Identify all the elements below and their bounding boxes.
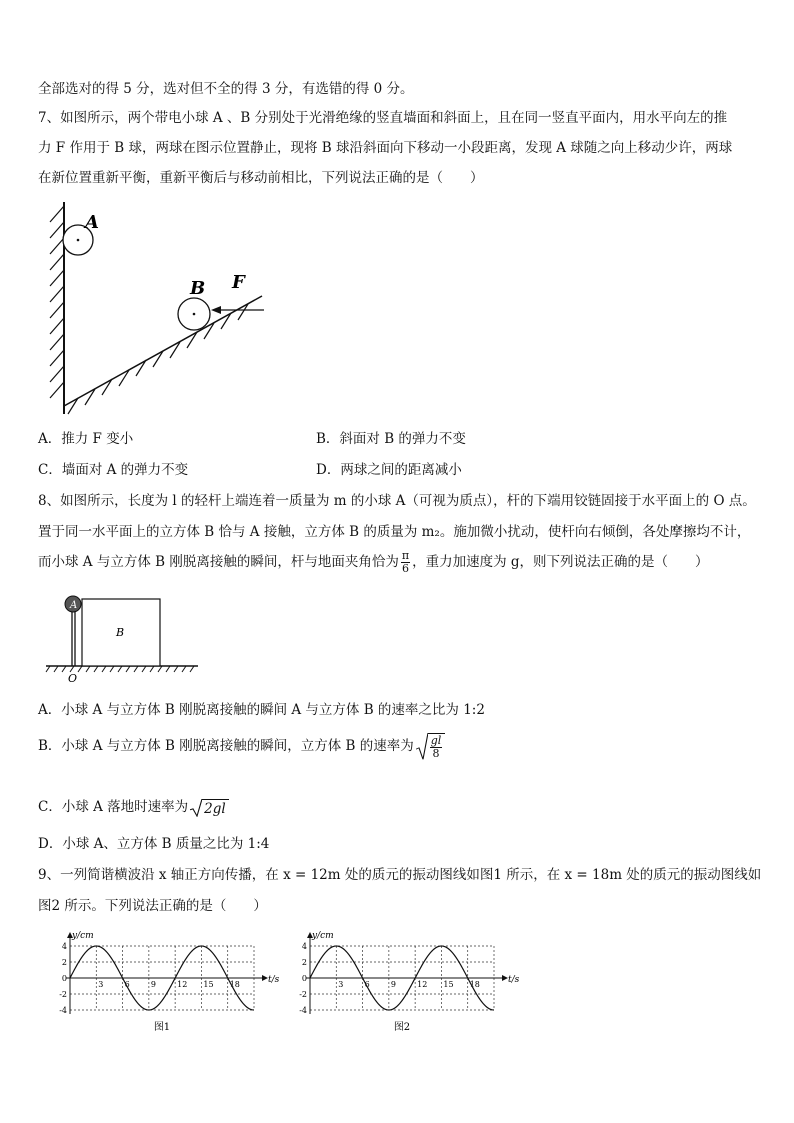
q9-stem-line1: 9、一列简谐横波沿 x 轴正方向传播，在 x = 12m 处的质元的振动图线如图1 所示，在 x = 18m 处的质元的振动图线如 [38,867,762,883]
x-tick-label: 9 [390,980,396,989]
incline-hatching [68,304,248,414]
y-tick-label: 0 [61,974,67,983]
x-tick-label: 12 [177,980,188,989]
q7-option-d[interactable]: D．两球之间的距离减小 [316,462,462,478]
q8-option-c[interactable]: C．小球 A 落地时速率为 2gl [38,795,229,817]
x-tick-label: 18 [229,980,240,989]
y-tick-label: -4 [299,1006,307,1015]
q7-option-a[interactable]: A．推力 F 变小 [38,431,134,447]
q8-option-a[interactable]: A．小球 A 与立方体 B 刚脱离接触的瞬间 A 与立方体 B 的速率之比为 1:2 [38,702,485,718]
q8-option-d[interactable]: D．小球 A、立方体 B 质量之比为 1:4 [38,836,270,852]
y-tick-label: 4 [61,942,67,951]
sqrt-gl-over-8: $\frac{gl}{8}$ [416,733,446,760]
y-tick-label: 4 [301,942,307,951]
y-axis-label: y/cm [312,931,334,941]
ball-a-label: A [85,212,99,233]
q8-stem-line3 [38,550,709,575]
x-tick-label: 6 [124,980,130,989]
x-tick-label: 3 [338,980,344,989]
wall-hatching [50,206,64,398]
q7-stem-line1: 7、如图所示，两个带电小球 A 、B 分别处于光滑绝缘的竖直墙面和斜面上，且在同一竖直平面内，用水平向左的推 [38,110,728,126]
q8-figure [44,592,200,684]
force-f-label: F [232,272,245,293]
vibration-chart-2 [288,928,520,1034]
x-tick-label: 18 [469,980,480,989]
q7-stem-line2: 力 F 作用于 B 球，两球在图示位置静止，现将 B 球沿斜面向下移动一小段距离，发现 A 球随之向上移动少许，两球 [38,140,733,156]
x-tick-label: 15 [203,980,214,989]
ball-b-label: B [190,278,206,299]
sqrt-2gl: 2gl [190,799,229,817]
instruction-text: 全部选对的得 5 分，选对但不全的得 3 分，有选错的得 0 分。 [38,81,414,97]
q8-stem-line1: 8、如图所示，长度为 l 的轻杆上端连着一质量为 m 的小球 A（可视为质点），杆的下端用铰链固接于水平面上的 O 点。 [38,493,756,509]
q9-stem-line2: 图2 所示。下列说法正确的是（ ） [38,898,267,914]
y-tick-label: 2 [301,958,307,967]
angle-fraction: $\frac{\pi}{6}$ [401,549,410,575]
y-tick-label: -4 [59,1006,67,1015]
x-tick-label: 12 [417,980,428,989]
q8-line3-part2: ，重力加速度为 g，则下列说法正确的是（ ） [412,554,709,570]
x-tick-label: 9 [150,980,156,989]
y-tick-label: -2 [299,990,307,999]
q8-stem-line2: 置于同一水平面上的立方体 B 恰与 A 接触，立方体 B 的质量为 m₂。施加微小扰动，使杆向右倾倒，各处摩擦均不计， [38,524,751,540]
q7-option-b[interactable]: B．斜面对 B 的弹力不变 [316,431,466,447]
y-tick-label: 2 [61,958,67,967]
figure-caption: 图2 [393,1022,411,1033]
x-axis-label: t/s [268,975,280,985]
x-tick-label: 6 [364,980,370,989]
cube-b-label: B [116,626,125,639]
q7-figure [40,198,280,420]
q8-line3-part1: 而小球 A 与立方体 B 刚脱离接触的瞬间，杆与地面夹角恰为 [38,554,399,570]
figure-caption: 图1 [153,1022,171,1033]
x-axis-label: t/s [508,975,520,985]
pivot-o-label: O [68,672,78,684]
q8-option-b[interactable]: B．小球 A 与立方体 B 刚脱离接触的瞬间，立方体 B 的速率为 $\frac{gl}{8}$ [38,733,445,760]
y-axis-label: y/cm [72,931,94,941]
x-tick-label: 15 [443,980,454,989]
q7-option-c[interactable]: C．墙面对 A 的弹力不变 [38,462,189,478]
y-tick-label: 0 [301,974,307,983]
vibration-chart-1 [48,928,280,1034]
y-tick-label: -2 [59,990,67,999]
q7-stem-line3: 在新位置重新平衡，重新平衡后与移动前相比，下列说法正确的是（ ） [38,170,484,186]
x-tick-label: 3 [98,980,104,989]
ball-a-label: A [70,600,78,611]
